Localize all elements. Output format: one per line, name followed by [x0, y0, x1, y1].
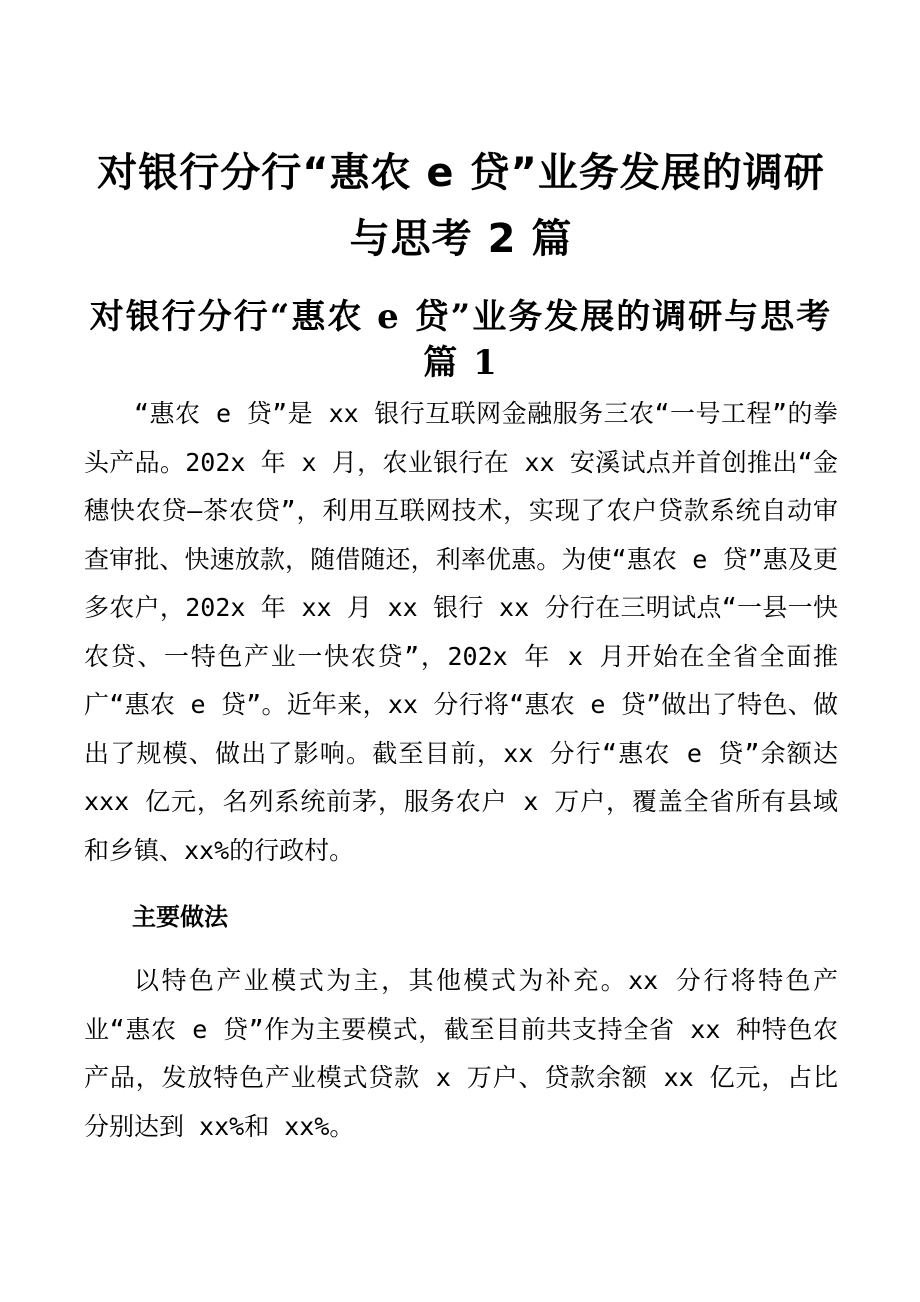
- intro-paragraph: “惠农 e 贷”是 xx 银行互联网金融服务三农“一号工程”的拳头产品。202x 年 x 月，农业银行在 xx 安溪试点并首创推出“金穗快农贷—茶农贷”，利用互联网技术，实现了农户贷款系统自动审查审批、快速放款，随借随还，利率优惠。为使“惠农 e 贷”惠及更多农户，202x 年 xx 月 xx 银行 xx 分行在三明试点“一县一快农贷、一特色产业一快农贷”，202x 年 x 月开始在全省全面推广“惠农 e 贷”。近年来，xx 分行将“惠农 e 贷”做出了特色、做出了规模、做出了影响。截至目前，xx 分行“惠农 e 贷”余额达 xxx 亿元，名列系统前茅，服务农户 x 万户，覆盖全省所有县域和乡镇、xx%的行政村。: [84, 399, 838, 865]
- document-title: 对银行分行“惠农 e 贷”业务发展的调研与思考 2 篇: [97, 150, 825, 262]
- section-heading: 主要做法: [132, 903, 228, 931]
- article-title: 对银行分行“惠农 e 贷”业务发展的调研与思考篇 1: [89, 297, 833, 383]
- body-paragraph: 以特色产业模式为主，其他模式为补充。xx 分行将特色产业“惠农 e 贷”作为主要模式，截至目前共支持全省 xx 种特色农产品，发放特色产业模式贷款 x 万户、贷款余额 xx 亿元，占比分别达到 xx%和 xx%。: [84, 966, 838, 1141]
